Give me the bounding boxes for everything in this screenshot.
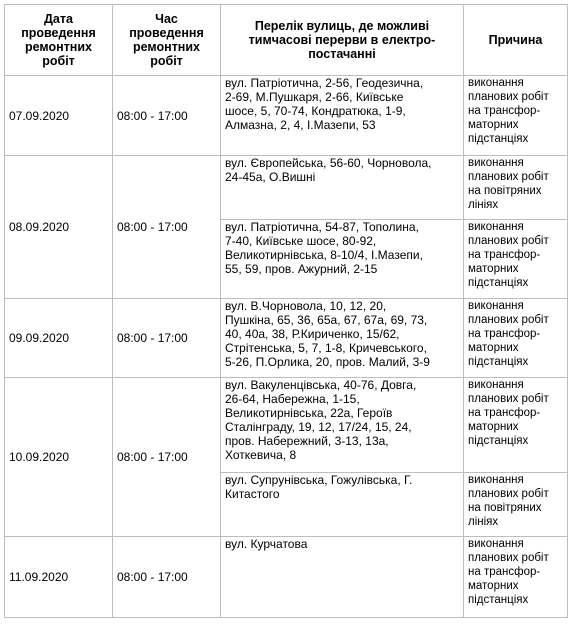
text-line: підстанціях [468, 435, 529, 447]
text-line: проведення [129, 26, 204, 40]
text-line: маторних [468, 119, 519, 131]
text-line: підстанціях [468, 277, 529, 289]
text-line: Причина [488, 33, 543, 47]
text-line: виконання [468, 157, 524, 169]
text-line: 2-69, М.Пушкаря, 2-66, Київське [225, 90, 404, 104]
text-line: робіт [150, 54, 183, 68]
text-line: 40, 40а, 38, Р.Кириченко, 15/62, [225, 327, 400, 341]
header-reason [464, 5, 568, 76]
text-line: Хоткевича, 8 [225, 448, 297, 462]
text-line: виконання [468, 300, 524, 312]
text-line: на трансфор- [468, 566, 541, 578]
reason-cell [464, 220, 568, 299]
streets-cell [221, 473, 464, 537]
reason-cell [464, 537, 568, 618]
text-line: планових робіт [468, 91, 549, 103]
text-line: пров. Набережний, 3-13, 13а, [225, 434, 389, 448]
text-line: на трансфор- [468, 407, 541, 419]
time-cell: 08:00 - 17:00 [113, 299, 221, 378]
table-row [5, 156, 568, 220]
text-line: маторних [468, 342, 519, 354]
date-cell: 08.09.2020 [5, 156, 113, 299]
time-cell: 08:00 - 17:00 [113, 537, 221, 618]
text-line: виконання [468, 221, 524, 233]
header-row [5, 5, 568, 76]
reason-cell [464, 299, 568, 378]
text-line: підстанціях [468, 594, 529, 606]
text-line: на повітряних [468, 185, 542, 197]
text-line: Алмазна, 2, 4, І.Мазепи, 53 [225, 118, 376, 132]
text-line: 7-40, Київське шосе, 80-92, [225, 234, 377, 248]
text-line: на трансфор- [468, 328, 541, 340]
text-line: Час [155, 12, 178, 26]
text-line: на трансфор- [468, 105, 541, 117]
text-line: маторних [468, 580, 519, 592]
text-line: постачанні [308, 47, 376, 61]
date-cell: 07.09.2020 [5, 76, 113, 156]
text-line: Дата [44, 12, 73, 26]
text-line: підстанціях [468, 133, 529, 145]
reason-cell [464, 473, 568, 537]
streets-cell [221, 76, 464, 156]
text-line: планових робіт [468, 171, 549, 183]
text-line: виконання [468, 538, 524, 550]
text-line: лініях [468, 516, 499, 528]
time-cell: 08:00 - 17:00 [113, 378, 221, 537]
streets-cell [221, 220, 464, 299]
time-cell: 08:00 - 17:00 [113, 156, 221, 299]
text-line: на повітряних [468, 502, 542, 514]
outage-schedule-table [4, 4, 568, 618]
reason-cell [464, 378, 568, 473]
text-line: на трансфор- [468, 249, 541, 261]
text-line: виконання [468, 379, 524, 391]
text-line: Пушкіна, 65, 36, 65а, 67, 67а, 69, 73, [225, 313, 428, 327]
text-line: підстанціях [468, 356, 529, 368]
text-line: Великотирнівська, 8-10/4, І.Мазепи, [225, 248, 423, 262]
reason-cell [464, 156, 568, 220]
streets-cell [221, 537, 464, 618]
text-line: планових робіт [468, 552, 549, 564]
text-line: Перелік вулиць, де можливі [254, 19, 430, 33]
text-line: виконання [468, 474, 524, 486]
table-body [5, 76, 568, 618]
text-line: 55, 59, пров. Ажурний, 2-15 [225, 262, 378, 276]
text-line: вул. Патріотична, 2-56, Геодезична, [225, 76, 424, 90]
text-line: проведення [21, 26, 96, 40]
text-line: вул. Патріотична, 54-87, Тополина, [225, 220, 419, 234]
text-line: вул. Європейська, 56-60, Чорновола, [225, 156, 432, 170]
text-line: Стрітенська, 5, 7, 1-8, Кричевського, [225, 341, 427, 355]
text-line: 26-64, Набережна, 1-15, [225, 392, 360, 406]
text-line: маторних [468, 263, 519, 275]
text-line: вул. В.Чорновола, 10, 12, 20, [225, 299, 387, 313]
streets-cell [221, 156, 464, 220]
text-line: планових робіт [468, 235, 549, 247]
text-line: Сталінграду, 19, 12, 17/24, 15, 24, [225, 420, 412, 434]
text-line: маторних [468, 421, 519, 433]
text-line: вул. Вакуленцівська, 40-76, Довга, [225, 378, 417, 392]
text-line: Китастого [225, 487, 280, 501]
time-cell: 08:00 - 17:00 [113, 76, 221, 156]
table-row [5, 378, 568, 473]
text-line: планових робіт [468, 488, 549, 500]
text-line: виконання [468, 77, 524, 89]
text-line: планових робіт [468, 393, 549, 405]
text-line: ремонтних [133, 40, 200, 54]
text-line: тимчасові перерви в електро- [248, 33, 436, 47]
date-cell: 09.09.2020 [5, 299, 113, 378]
header-streets [221, 5, 464, 76]
text-line: Великотирнівська, 22а, Героїв [225, 406, 393, 420]
streets-cell [221, 378, 464, 473]
date-cell: 10.09.2020 [5, 378, 113, 537]
text-line: шосе, 5, 70-74, Кондратюка, 1-9, [225, 104, 406, 118]
table-row [5, 299, 568, 378]
reason-cell [464, 76, 568, 156]
streets-cell [221, 299, 464, 378]
table-row [5, 537, 568, 618]
text-line: вул. Курчатова [225, 537, 308, 551]
table-row [5, 76, 568, 156]
text-line: планових робіт [468, 314, 549, 326]
date-cell: 11.09.2020 [5, 537, 113, 618]
text-line: 24-45а, О.Вишні [225, 170, 316, 184]
text-line: вул. Супрунівська, Гожулівська, Г. [225, 473, 413, 487]
text-line: 5-26, П.Орлика, 20, пров. Малий, 3-9 [225, 355, 430, 369]
text-line: лініях [468, 199, 499, 211]
text-line: робіт [42, 54, 75, 68]
text-line: ремонтних [25, 40, 92, 54]
header-time [113, 5, 221, 76]
header-date [5, 5, 113, 76]
